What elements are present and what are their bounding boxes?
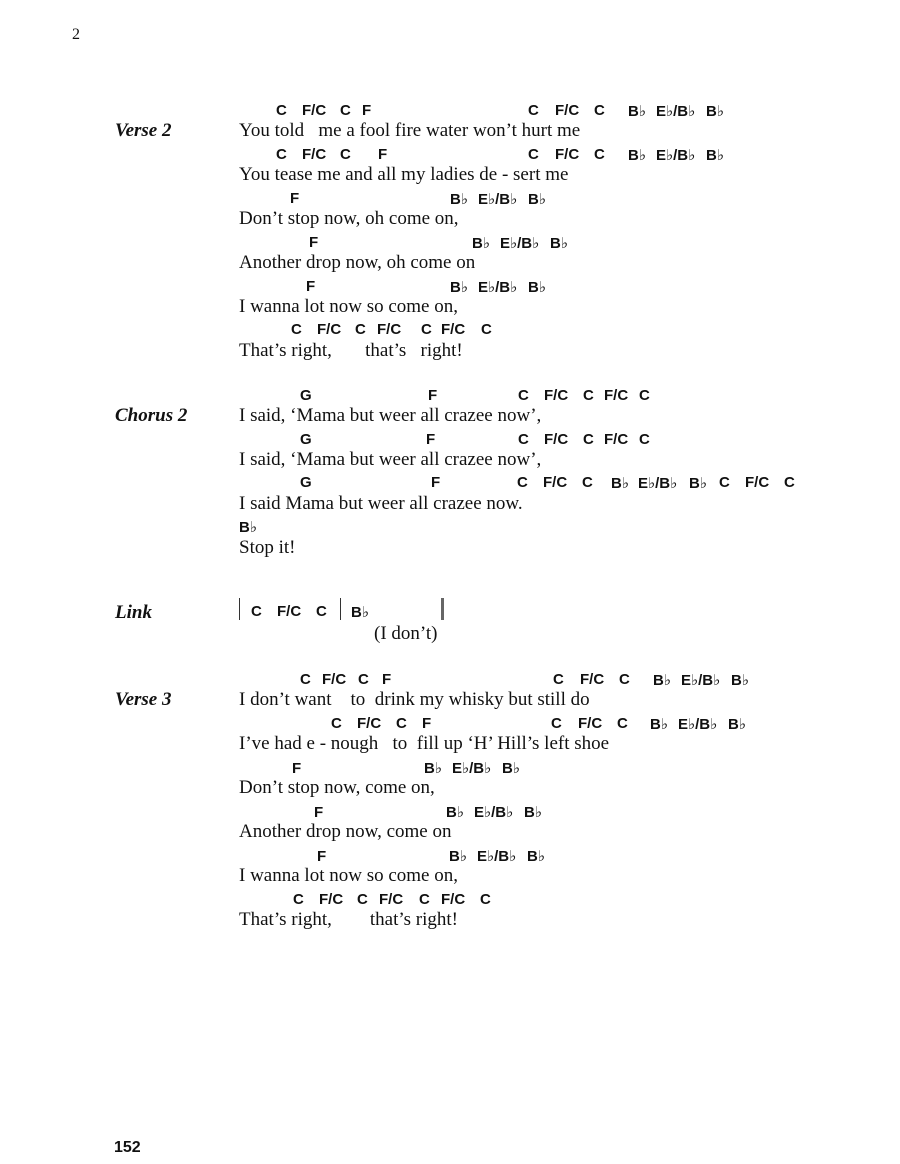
lyric-line: Stop it! [239,537,296,558]
chord: E♭/B♭ [656,103,696,120]
chord: B♭ [502,760,520,777]
chord: E♭/B♭ [638,475,678,492]
chord: F [382,671,392,688]
chord: F [314,804,324,821]
chord: C [291,321,302,338]
chord: C [784,474,795,491]
chord: B♭ [527,848,545,865]
chord: C [480,891,491,908]
chord: F/C [302,146,327,163]
chord: F [292,760,302,777]
chord: F/C [379,891,404,908]
lyric-line: Another drop now, come on [239,821,452,842]
chord: B♭ [706,147,724,164]
chord: F/C [544,431,569,448]
chord: F/C [604,387,629,404]
chord: F [306,278,316,295]
chord: B♭ [239,519,257,536]
lyric-line: I wanna lot now so come on, [239,865,458,886]
chord: C [293,891,304,908]
chord: C [594,102,605,119]
chord: C [358,671,369,688]
chord: E♭/B♭ [452,760,492,777]
chord: F [309,234,319,251]
chord: C [251,603,262,620]
chord: F/C [322,671,347,688]
chord: E♭/B♭ [678,716,718,733]
chord: F/C [543,474,568,491]
chord: F/C [317,321,342,338]
chord: B♭ [351,604,369,621]
chord: B♭ [550,235,568,252]
lyric-line: You told me a fool fire water won’t hurt me [239,120,581,141]
chord: F/C [302,102,327,119]
chord: B♭ [731,672,749,689]
chord: F/C [319,891,344,908]
section-label-verse-2: Verse 2 [115,120,172,141]
chord: F [426,431,436,448]
chord: C [639,431,650,448]
chord: B♭ [450,279,468,296]
chord: F/C [277,603,302,620]
chord: F [378,146,388,163]
chord: C [357,891,368,908]
bar-line [340,598,341,620]
chord: C [528,102,539,119]
lyric-line: You tease me and all my ladies de - sert me [239,164,569,185]
chord: B♭ [728,716,746,733]
chord: F/C [441,891,466,908]
chord: F/C [604,431,629,448]
chord: F [431,474,441,491]
chord: E♭/B♭ [656,147,696,164]
chord: E♭/B♭ [477,848,517,865]
chord: F/C [555,146,580,163]
lyric-line: That’s right, that’s right! [239,340,463,361]
link-note: (I don’t) [374,623,438,644]
chord: C [551,715,562,732]
chord: C [518,431,529,448]
chord: F/C [745,474,770,491]
lyric-line: I said, ‘Mama but weer all crazee now’, [239,449,542,470]
chord: F/C [544,387,569,404]
chord: C [719,474,730,491]
chord: B♭ [650,716,668,733]
lyric-line: Don’t stop now, oh come on, [239,208,459,229]
chord: F/C [441,321,466,338]
chord: B♭ [706,103,724,120]
chord: C [517,474,528,491]
lyric-line: Another drop now, oh come on [239,252,476,273]
footer-page-number [114,1139,141,1156]
chord: C [528,146,539,163]
chord: B♭ [528,191,546,208]
chord: E♭/B♭ [500,235,540,252]
chord: F/C [580,671,605,688]
chord: C [481,321,492,338]
chord: C [340,146,351,163]
chord: C [619,671,630,688]
chord: F/C [555,102,580,119]
chord: B♭ [472,235,490,252]
chord: C [331,715,342,732]
lyric-line: I don’t want to drink my whisky but still do [239,689,590,710]
chord: B♭ [449,848,467,865]
chord: E♭/B♭ [474,804,514,821]
lyric-line: Don’t stop now, come on, [239,777,435,798]
lyric-line: I said Mama but weer all crazee now. [239,493,523,514]
chord: C [419,891,430,908]
section-label-link: Link [115,602,152,623]
chord: F [362,102,372,119]
chord: C [553,671,564,688]
chord: E♭/B♭ [478,279,518,296]
chord: B♭ [611,475,629,492]
chord: B♭ [653,672,671,689]
chord: B♭ [528,279,546,296]
chord: C [617,715,628,732]
chord: C [421,321,432,338]
chord: F [290,190,300,207]
chord: B♭ [689,475,707,492]
chord: C [355,321,366,338]
final-bar-line [441,598,444,620]
chord: C [594,146,605,163]
lyric-line: I’ve had e - nough to fill up ‘H’ Hill’s left shoe [239,733,610,754]
lyric-line: I wanna lot now so come on, [239,296,458,317]
chord: C [582,474,593,491]
chord: B♭ [628,103,646,120]
chord: C [300,671,311,688]
chord: B♭ [524,804,542,821]
chord: C [340,102,351,119]
chord: F [428,387,438,404]
chord: E♭/B♭ [478,191,518,208]
lyric-line: I said, ‘Mama but weer all crazee now’, [239,405,542,426]
chord: F/C [578,715,603,732]
section-label-chorus-2: Chorus 2 [115,405,188,426]
lyric-line: That’s right, that’s right! [239,909,459,930]
chord: G [300,474,312,491]
chord: C [276,102,287,119]
chord: B♭ [450,191,468,208]
chord: F/C [377,321,402,338]
chord: B♭ [628,147,646,164]
chord: C [583,387,594,404]
footer-page-number-text: 152 [114,1139,141,1156]
chord: B♭ [424,760,442,777]
chord: B♭ [446,804,464,821]
chord: C [583,431,594,448]
chord: G [300,431,312,448]
bar-line [239,598,240,620]
chord: E♭/B♭ [681,672,721,689]
page-number: 2 [72,26,80,43]
chord: F [317,848,327,865]
chord: C [316,603,327,620]
chord: C [518,387,529,404]
chord: F/C [357,715,382,732]
chord: G [300,387,312,404]
chord: C [396,715,407,732]
chord: C [639,387,650,404]
section-label-verse-3: Verse 3 [115,689,172,710]
chord: C [276,146,287,163]
chord: F [422,715,432,732]
